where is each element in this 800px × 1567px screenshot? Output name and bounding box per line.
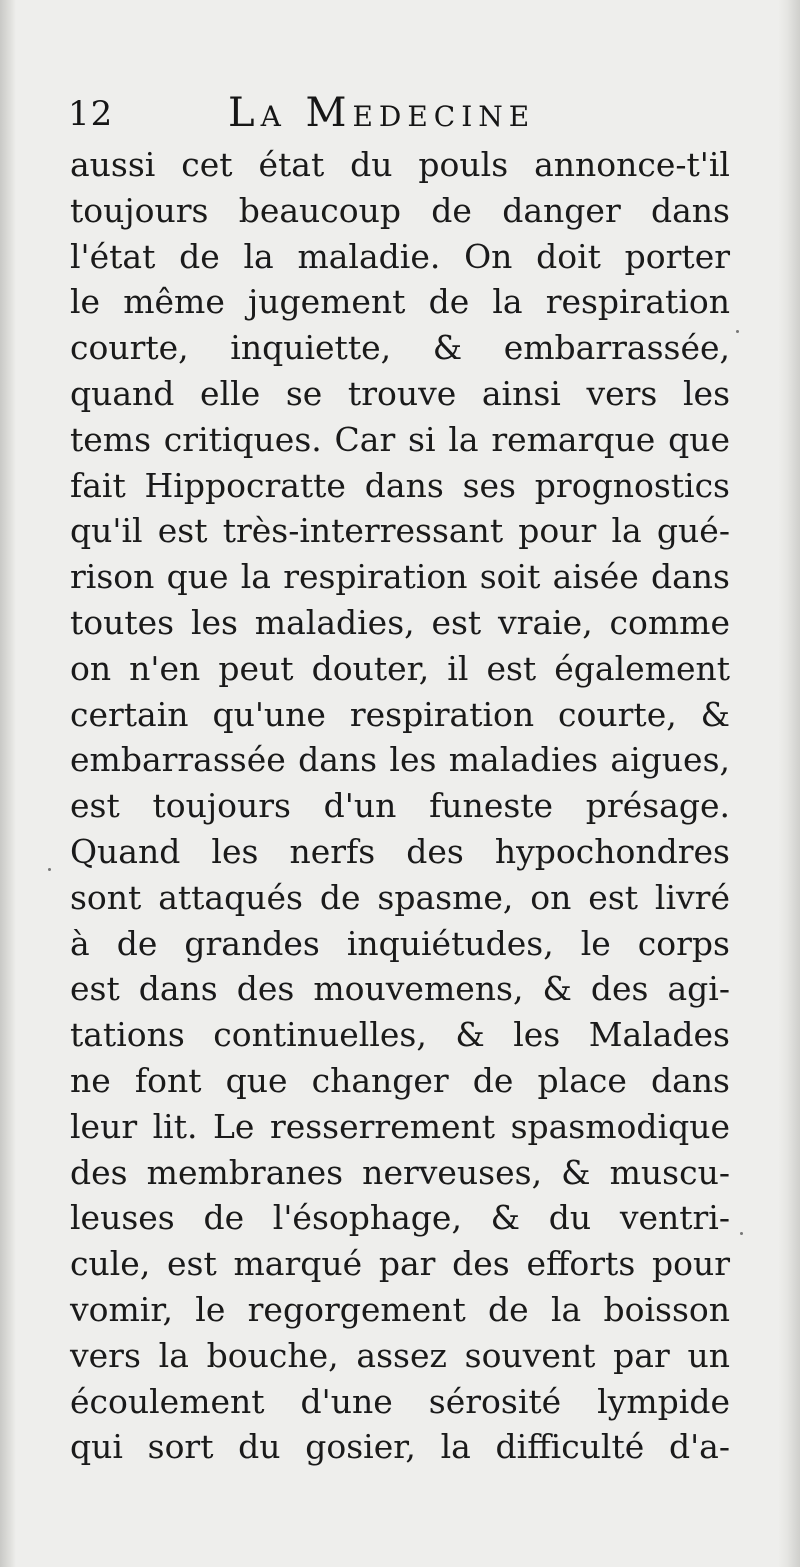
page-header: [68, 88, 728, 144]
text-line: certain qu'une respiration courte, &: [70, 694, 730, 734]
text-line: cule, est marqué par des efforts pour: [70, 1244, 730, 1284]
page-number: 12: [68, 94, 114, 134]
text-line: on n'en peut douter, il est également: [70, 648, 730, 688]
text-line: toujours beaucoup de danger dans: [70, 190, 730, 230]
text-line: leur lit. Le resserrement spasmodique: [70, 1106, 730, 1146]
text-line: ne font que changer de place dans: [70, 1060, 730, 1100]
text-line: fait Hippocratte dans ses prognostics: [70, 465, 730, 505]
text-line: tems critiques. Car si la remarque que: [70, 419, 730, 459]
text-line: à de grandes inquiétudes, le corps: [70, 923, 730, 963]
page-right-edge-shadow: [778, 0, 800, 1567]
body-text: [70, 142, 730, 1470]
text-line: courte, inquiette, & embarrassée,: [70, 328, 730, 368]
text-line: Quand les nerfs des hypochondres: [70, 831, 730, 871]
text-line: tations continuelles, & les Malades: [70, 1015, 730, 1055]
text-line: vers la bouche, assez souvent par un: [70, 1335, 730, 1375]
text-line: qu'il est très-interressant pour la gué-: [70, 511, 730, 551]
text-line: qui sort du gosier, la difficulté d'a-: [70, 1427, 730, 1467]
text-line: quand elle se trouve ainsi vers les: [70, 373, 730, 413]
page-left-edge-shadow: [0, 0, 16, 1567]
text-line: des membranes nerveuses, & muscu-: [70, 1152, 730, 1192]
ink-speck: [48, 868, 51, 871]
text-line: rison que la respiration soit aisée dans: [70, 557, 730, 597]
ink-speck: [736, 330, 739, 333]
text-line: est dans des mouvemens, & des agi-: [70, 969, 730, 1009]
text-line: leuses de l'ésophage, & du ventri-: [70, 1198, 730, 1238]
text-line: aussi cet état du pouls annonce-t'il: [70, 145, 730, 184]
text-line: écoulement d'une sérosité lympide: [70, 1381, 730, 1421]
text-line: sont attaqués de spasme, on est livré: [70, 877, 730, 917]
text-line: le même jugement de la respiration: [70, 282, 730, 322]
text-line: toutes les maladies, est vraie, comme: [70, 602, 730, 642]
ink-speck: [740, 1232, 743, 1235]
running-title: La Medecine: [228, 90, 536, 136]
text-line: l'état de la maladie. On doit porter: [70, 236, 730, 276]
text-line: est toujours d'un funeste présage.: [70, 786, 730, 826]
text-line: vomir, le regorgement de la boisson: [70, 1289, 730, 1329]
text-line: embarrassée dans les maladies aigues,: [70, 740, 730, 780]
